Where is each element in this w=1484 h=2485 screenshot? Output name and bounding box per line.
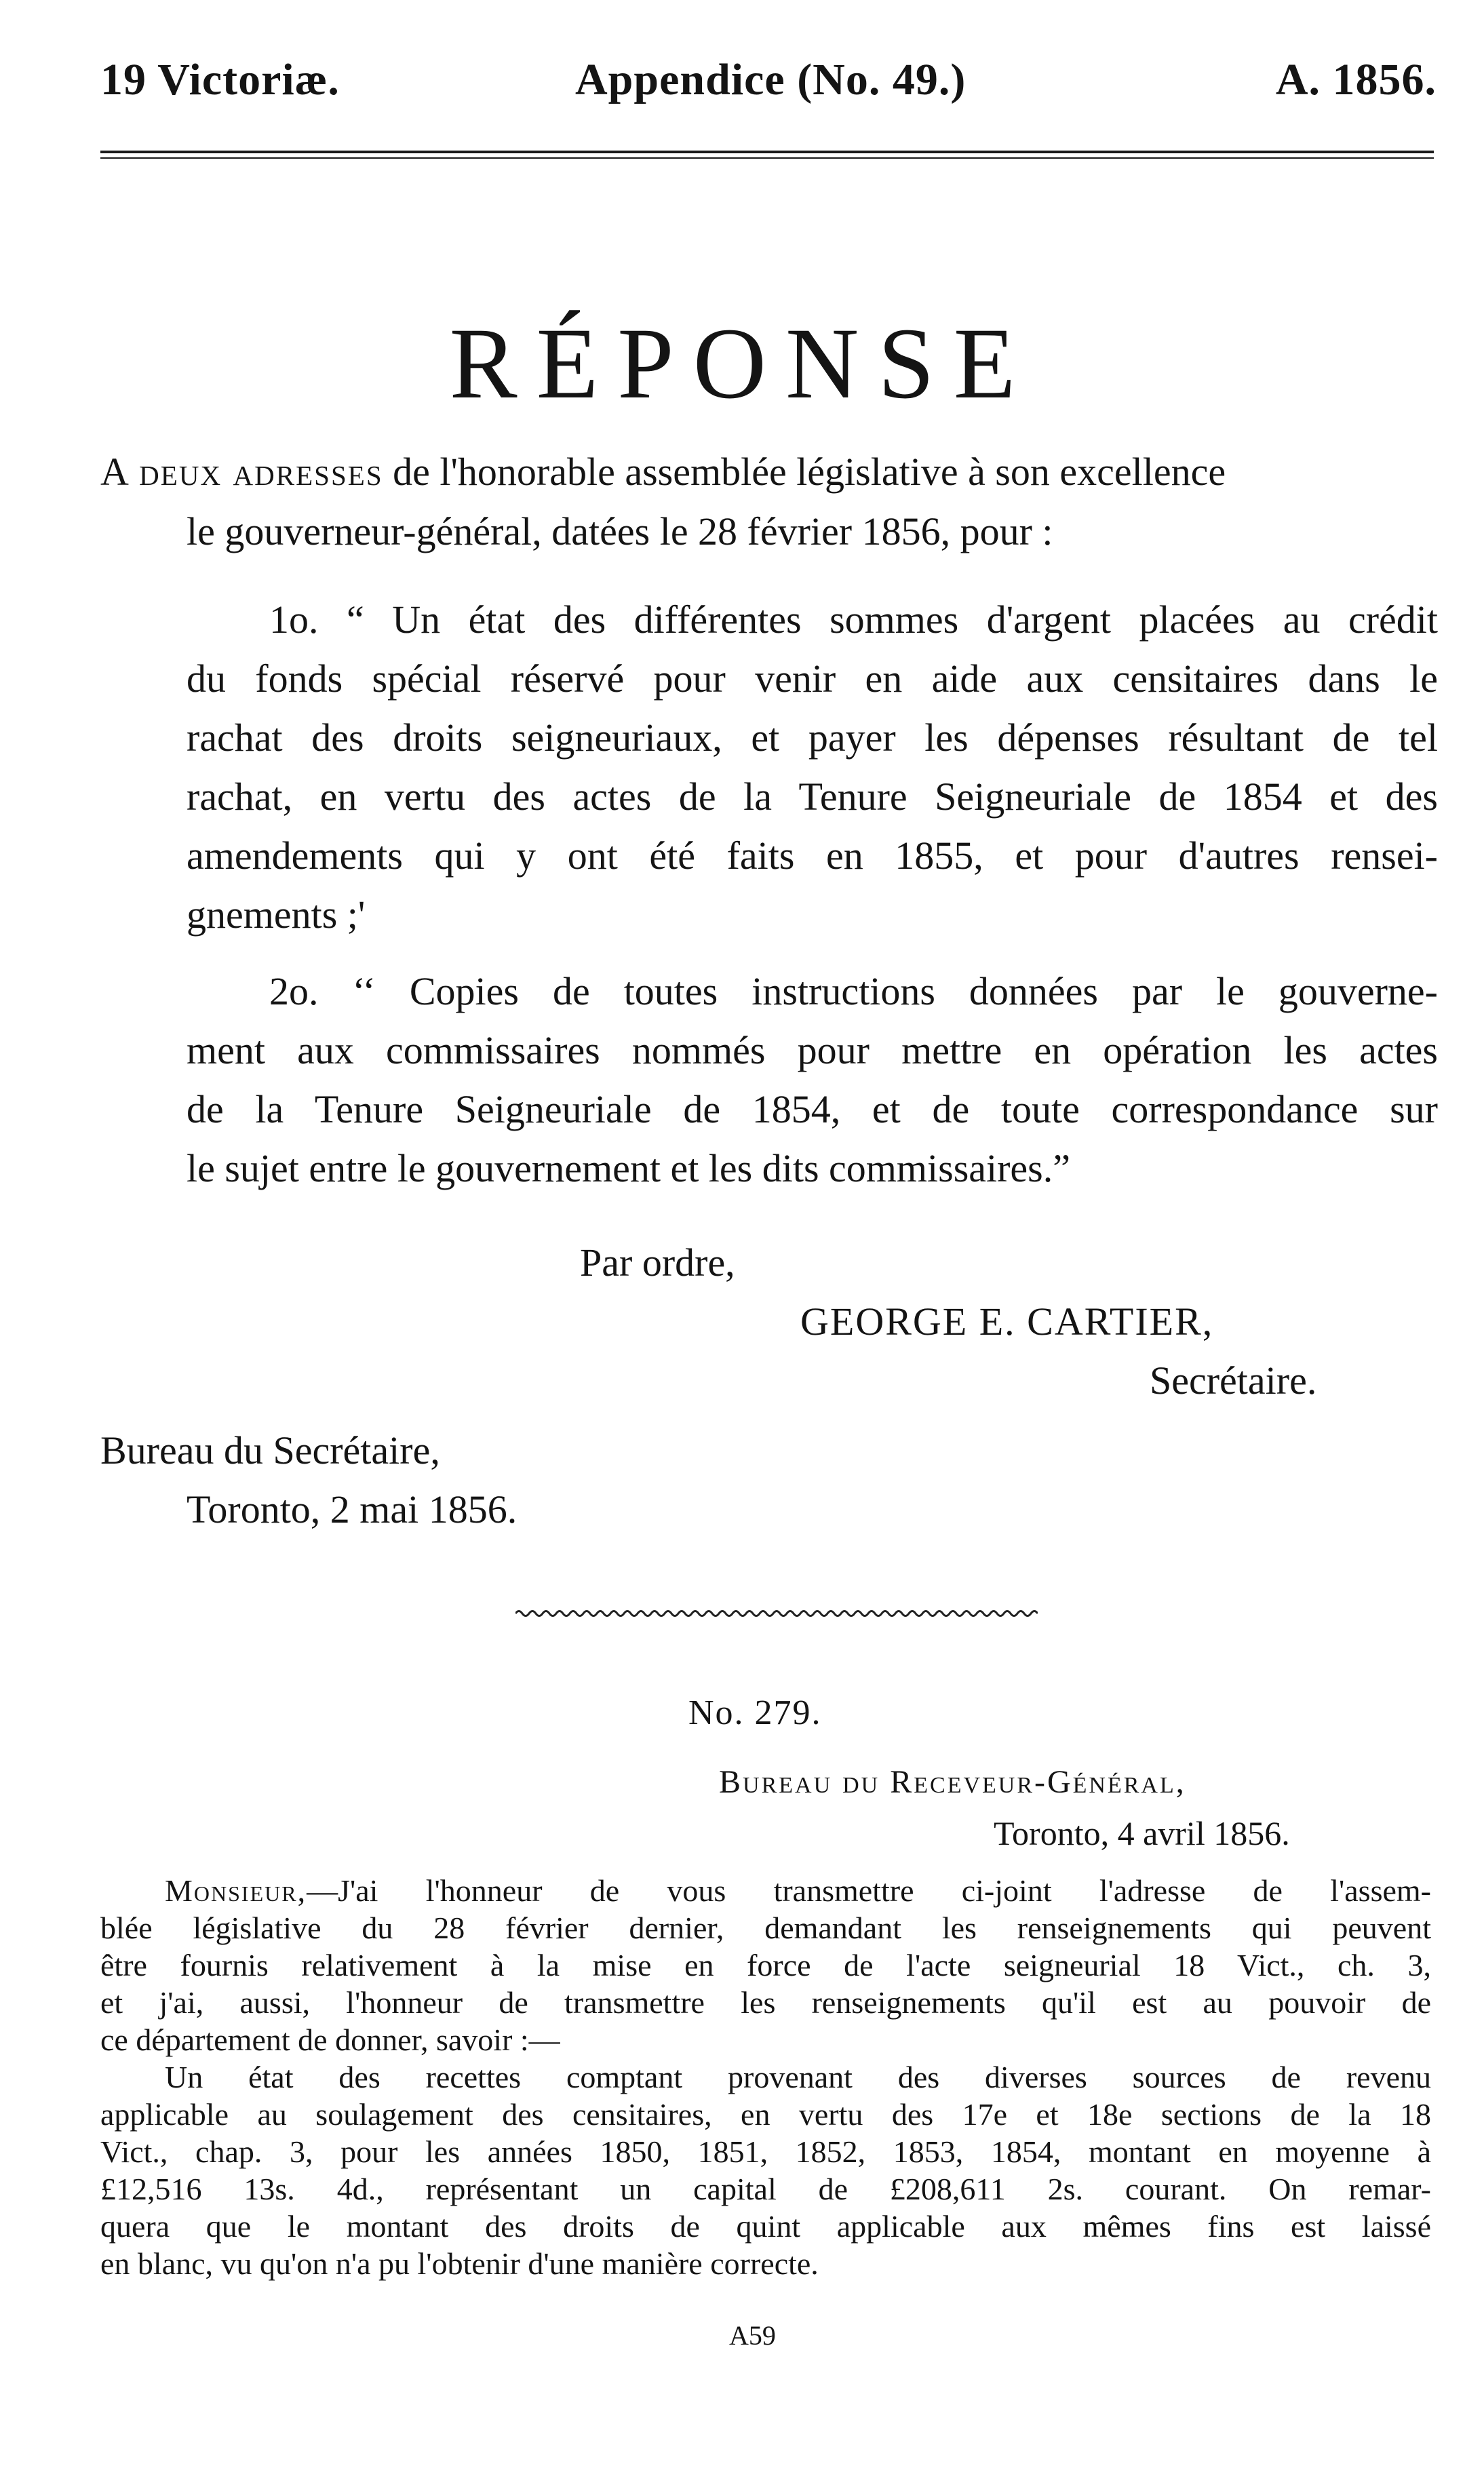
header-rule-top <box>100 151 1434 153</box>
intro-line-1-rest: de l'honorable assemblée législative à son excellence <box>383 450 1226 494</box>
letter-line: et j'ai, aussi, l'honneur de transmettre les renseignements qu'il est au pouvoir de <box>100 1985 1431 2020</box>
wavy-separator <box>515 1607 1038 1620</box>
letter-paragraph-2 <box>100 2058 1431 2282</box>
letter-line: Vict., chap. 3, pour les années 1850, 1851, 1852, 1853, 1854, montant en moyenne à <box>100 2134 1431 2169</box>
item-1-line: amendements qui y ont été faits en 1855, et pour d'autres rensei- <box>187 834 1438 878</box>
item-1 <box>187 590 1438 944</box>
letter-line: ce département de donner, savoir :— <box>100 2022 560 2057</box>
letter-line: Un état des recettes comptant provenant des diverses sources de revenu <box>165 2060 1431 2094</box>
footer-signature-mark: A59 <box>729 2320 776 2351</box>
par-ordre: Par ordre, <box>580 1240 735 1285</box>
item-2-line: 2o. ‘‘ Copies de toutes instructions données par le gouverne- <box>269 969 1438 1013</box>
letter-number: No. 279. <box>688 1694 822 1732</box>
item-1-line: gnements ;' <box>187 893 366 937</box>
letter-line <box>100 1872 1431 1909</box>
letter-line: quera que le montant des droits de quint applicable aux mêmes fins est laissé <box>100 2209 1431 2244</box>
item-1-line: rachat des droits seigneuriaux, et payer les dépenses résultant de tel <box>187 716 1438 760</box>
intro-line-1 <box>100 442 1438 501</box>
item-2-line: de la Tenure Seigneuriale de 1854, et de toute correspondance sur <box>187 1087 1438 1131</box>
intro-lead: A deux adresses <box>100 450 383 494</box>
header-right: A. 1856. <box>1275 55 1437 104</box>
office-line-1: Bureau du Secrétaire, <box>100 1428 440 1472</box>
item-1-line: rachat, en vertu des actes de la Tenure Seigneuriale de 1854 et des <box>187 775 1438 819</box>
intro-line-2: le gouverneur-général, datées le 28 février 1856, pour : <box>187 509 1053 553</box>
item-2-line: ment aux commissaires nommés pour mettre en opération les actes <box>187 1028 1438 1072</box>
letter-line: en blanc, vu qu'on n'a pu l'obtenir d'une manière correcte. <box>100 2246 819 2281</box>
letter-line: £12,516 13s. 4d., représentant un capital de £208,611 2s. courant. On remar- <box>100 2172 1431 2206</box>
item-2-line: le sujet entre le gouvernement et les dits commissaires.” <box>187 1146 1070 1190</box>
letter-line: blée législative du 28 février dernier, demandant les renseignements qui peuvent <box>100 1911 1431 1945</box>
signatory-name: GEORGE E. CARTIER, <box>800 1299 1214 1344</box>
letter-line-rest: —J'ai l'honneur de vous transmettre ci-joint l'adresse de l'assem- <box>307 1873 1431 1908</box>
letter-line: applicable au soulagement des censitaires, en vertu des 17e et 18e sections de la 18 <box>100 2097 1431 2132</box>
signatory-role: Secrétaire. <box>1150 1358 1317 1403</box>
office-line-2: Toronto, 2 mai 1856. <box>187 1487 518 1531</box>
header-center: Appendice (No. 49.) <box>575 55 966 104</box>
item-2 <box>187 962 1438 1198</box>
letter-date: Toronto, 4 avril 1856. <box>994 1814 1290 1852</box>
page-title: RÉPONSE <box>449 307 1035 420</box>
item-1-line: 1o. “ Un état des différentes sommes d'argent placées au crédit <box>269 598 1438 642</box>
item-1-line: du fonds spécial réservé pour venir en aide aux censitaires dans le <box>187 657 1438 701</box>
header-rule-bottom <box>100 157 1434 159</box>
header-left: 19 Victoriæ. <box>100 55 340 104</box>
letter-line: être fournis relativement à la mise en force de l'acte seigneurial 18 Vict., ch. 3, <box>100 1948 1431 1982</box>
letter-salutation: Monsieur, <box>165 1873 307 1908</box>
letter-office: Bureau du Receveur-Général, <box>719 1764 1186 1800</box>
letter-paragraph-1 <box>100 1872 1431 2058</box>
